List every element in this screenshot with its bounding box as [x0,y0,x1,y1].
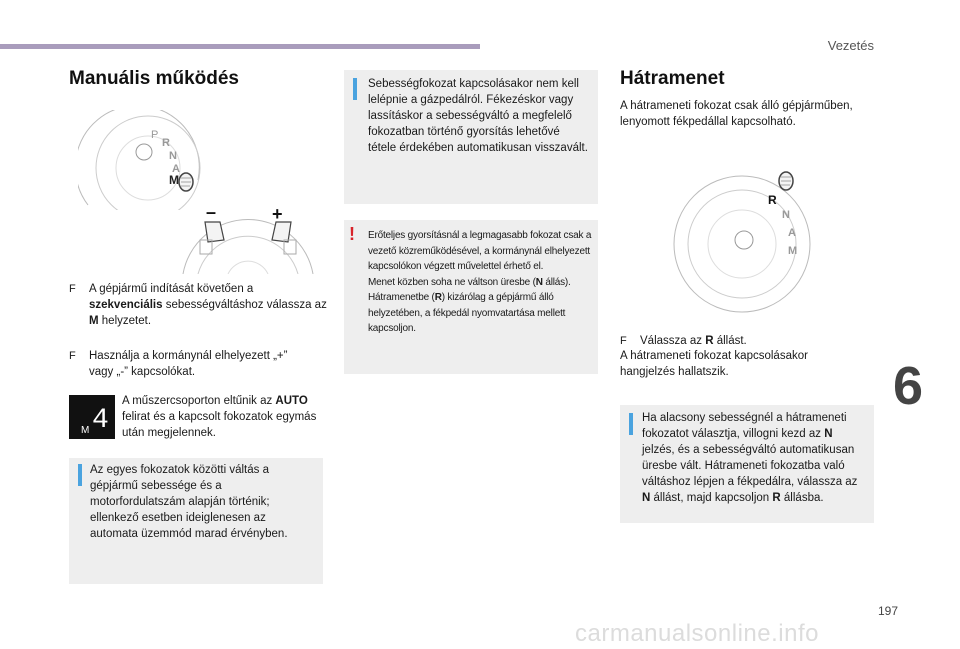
svg-text:A: A [788,227,796,239]
left-info-text: Az egyes fokozatok közötti váltás a gépjármű sebessége és a motorfordulatszám alapján történik; ellenkező esetben ideiglenesen az automata üzemmód marad érvényben. [90,464,288,540]
shift-minus-label: – [206,202,217,222]
svg-text:M: M [169,173,179,187]
page-number: 197 [878,604,899,618]
warning-icon: ! [349,224,355,244]
reverse-item: Válassza az R állást. [640,335,747,347]
steering-wheel-illustration [178,182,318,274]
section-title: Vezetés [827,38,874,53]
svg-text:M: M [81,425,90,436]
svg-text:N: N [169,150,177,162]
middle-info-text: Sebességfokozat kapcsolásakor nem kell lelépnie a gázpedálról. Fékezéskor vagy lassításkor a sebességváltó a megfelelő fokozatban történő gyorsítás lehetővé tétele érdekében automatikusan visszavált. [368,78,588,154]
svg-text:M: M [788,245,798,257]
right-info-text: Ha alacsony sebességnél a hátrameneti fokozatot választja, villogni kezd az N jelzés, és a sebességváltó automatikusan üresbe vált. Hátrameneti fokozatba való váltáshoz lépjen a fékpedálra, válassza az N állást, majd kapcsoljon R állásba. [642,412,858,504]
reverse-sound-note: A hátrameneti fokozat kapcsolásakor hangjelzés hallatszik. [620,350,808,378]
watermark: carmanualsonline.info [575,620,819,647]
display-description: A műszercsoporton eltűnik az AUTO felirat és a kapcsolt fokozatok egymás után megjelennek. [122,395,317,439]
svg-text:A: A [172,163,180,175]
svg-text:4: 4 [92,405,109,436]
info-icon [629,413,633,435]
header-bar [0,44,480,49]
svg-text:R: R [768,193,777,207]
reverse-intro: A hátrameneti fokozat csak álló gépjárműben, lenyomott fékpedállal kapcsolható. [620,100,853,128]
manual-mode-title: Manuális működés [69,68,239,89]
bullet-icon: F [69,283,76,295]
svg-text:P: P [151,129,159,141]
gear-display-icon [69,395,115,439]
left-info-box [69,458,323,584]
warning-box [344,220,598,374]
reverse-gear-illustration [672,168,812,318]
manual-item-2: Használja a kormánynál elhelyezett „+” vagy „-” kapcsolókat. [89,350,288,378]
chapter-number: 6 [893,356,924,416]
reverse-title: Hátramenet [620,68,725,89]
warning-text: Erőteljes gyorsításnál a legmagasabb fokozat csak a vezető közreműködésével, a kormánynál elhelyezett kapcsolókon végzett művelettel érhető el. Menet közben soha ne váltson üresbe (N állás). Hátramenetbe (R) kizárólag a gépjármű álló helyzetében, a fékpedál nyomvatartása mellett kapcsoljon. [368,230,592,334]
shift-plus-label: + [272,204,283,224]
info-icon [353,78,357,100]
svg-text:R: R [162,137,170,149]
manual-item-1: A gépjármű indítását követően a szekvenciális sebességváltáshoz válassza az M helyzetet. [89,283,327,327]
svg-text:N: N [782,209,790,221]
middle-info-box [344,70,598,204]
bullet-icon: F [69,350,76,362]
right-info-box [620,405,874,523]
bullet-icon: F [620,335,627,347]
info-icon [78,464,82,486]
